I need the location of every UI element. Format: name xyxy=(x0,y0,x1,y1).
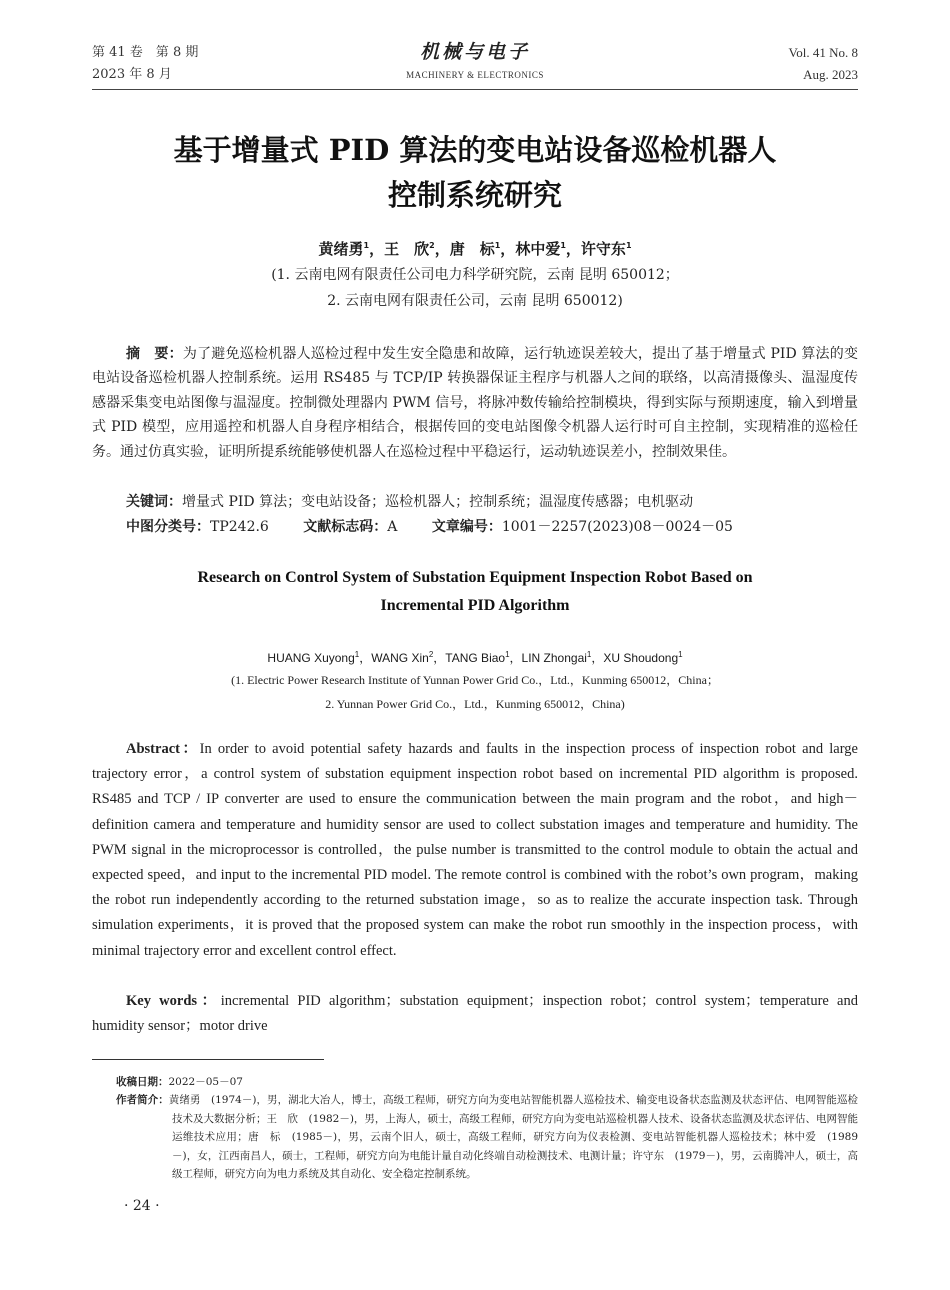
author-bio xyxy=(116,1091,858,1184)
title-cn-line2: 控制系统研究 xyxy=(387,178,562,212)
doc-code-label: 文献标志码： xyxy=(303,519,388,535)
header-left xyxy=(92,42,198,86)
author-cn: 王 欣$^2$， xyxy=(384,240,450,258)
affiliation-en-1: (1. Electric Power Research Institute of Yunnan Power Grid Co.，Ltd.，Kunming 650012，China； xyxy=(231,673,719,687)
affiliations-en xyxy=(92,668,858,716)
received-value: 2022－05－07 xyxy=(168,1076,243,1088)
author-cn: 林中爱$^1$， xyxy=(515,240,581,258)
affiliations-cn xyxy=(92,262,858,314)
keywords-cn-text: 增量式 PID 算法；变电站设备；巡检机器人；控制系统；温湿度传感器；电机驱动 xyxy=(182,494,694,510)
header-center xyxy=(375,40,575,80)
author-bio-label: 作者简介： xyxy=(116,1094,169,1106)
author-en: WANG Xin$^2$， xyxy=(371,650,446,665)
volume-en: Vol. 41 No. 8 xyxy=(788,45,858,60)
keywords-cn-label: 关键词： xyxy=(126,494,182,510)
affiliation-cn-2: 2. 云南电网有限责任公司，云南 昆明 650012) xyxy=(327,293,623,309)
authors-en xyxy=(92,649,858,666)
author-cn: 黄绪勇$^1$， xyxy=(318,240,385,258)
author-cn: 许守东$^1$ xyxy=(580,240,632,258)
journal-logo: 机械与电子 xyxy=(419,41,530,63)
clc-value: TP242.6 xyxy=(210,519,269,535)
received-date xyxy=(116,1073,243,1091)
date-en: Aug. 2023 xyxy=(803,67,858,82)
date-cn: 2023 年 8 月 xyxy=(92,67,172,82)
header-right xyxy=(789,42,858,86)
article-number-label: 文章编号： xyxy=(431,519,502,535)
keywords-cn xyxy=(126,490,858,514)
author-en: TANG Biao$^1$， xyxy=(445,650,522,665)
abstract-en-label: Abstract： xyxy=(126,741,200,757)
footnote-divider xyxy=(92,1059,324,1060)
abstract-en xyxy=(92,737,858,964)
authors-cn xyxy=(92,238,858,259)
clc-label: 中图分类号： xyxy=(126,519,210,535)
title-cn xyxy=(92,128,858,218)
abstract-cn-text: 为了避免巡检机器人巡检过程中发生安全隐患和故障，运行轨迹误差较大，提出了基于增量式 PID 算法的变电站设备巡检机器人控制系统。运用 RS485 与 TCP/IP 转换器保证主程序与机器人之间的联络，以高清摄像头、温湿度传感器采集变电站图像与温湿度。控制微处理器内 PWM 信号，将脉冲数传输给控制模块，得到实际与预期速度，输入到增量式 PID 模型，应用遥控和机器人自身程序相结合，根据传回的变电站图像令机器人运行时可自主控制，实现精准的巡检任务。通过仿真实验，证明所提系统能够使机器人在巡检过程中平稳运行，运动轨迹误差小，控制效果佳。 xyxy=(92,346,858,460)
received-label: 收稿日期： xyxy=(116,1076,169,1088)
abstract-en-text: In order to avoid potential safety hazards and faults in the inspection process of inspection robot and large trajectory error，a control system of substation equipment inspection robot based on incremental PID algorithm is proposed. RS485 and TCP / IP converter are used to ensure the communication between the main program and the robot，and high－definition camera and temperature and humidity sensor are used to collect substation images and temperature and humidity. The PWM signal in the microprocessor is controlled，the pulse number is transmitted to the control module to obtain the actual and expected speed，and input to the incremental PID model. The remote control is combined with the robot’s own program，making the robot run independently according to the returned substation image，so as to realize the accurate inspection task. Through simulation experiments，it is proved that the proposed system can make the robot run smoothly in the inspection process，with minimal trajectory error and excellent control effect. xyxy=(92,741,858,959)
page-number: · 24 · xyxy=(124,1198,160,1214)
affiliation-en-2: 2. Yunnan Power Grid Co.，Ltd.，Kunming 650012，China) xyxy=(325,697,625,711)
article-number-value: 1001－2257(2023)08－0024－05 xyxy=(501,519,733,535)
classification-cn xyxy=(126,515,858,539)
keywords-en-text: incremental PID algorithm；substation equipment；inspection robot；control system；temperature and humidity sensor；motor drive xyxy=(92,993,858,1035)
author-bio-text: 黄绪勇 (1974－)，男，湖北大冶人，博士，高级工程师，研究方向为变电站智能机器人巡检技术、输变电设备状态监测及状态评估、电网智能巡检技术及大数据分析；王 欣 (1982－)，男，上海人，硕士，高级工程师，研究方向为变电站巡检机器人技术、设备状态监测及状态评估、电网智能运维技术应用；唐 标 (1985－)，男，云南个旧人，硕士，高级工程师，研究方向为仪表检测、变电站智能机器人巡检技术；林中爱 (1989－)，女，江西南昌人，硕士，工程师，研究方向为电能计量自动化终端自动检测技术、电测计量；许守东 (1979－)，男，云南腾冲人，硕士，高级工程师，研究方向为电力系统及其自动化、安全稳定控制系统。 xyxy=(168,1094,859,1180)
author-en: XU Shoudong$^1$ xyxy=(603,650,683,665)
author-cn: 唐 标$^1$， xyxy=(449,240,516,258)
keywords-en-label: Key words： xyxy=(126,993,221,1009)
title-cn-line1: 基于增量式 PID 算法的变电站设备巡检机器人 xyxy=(173,133,777,167)
author-en: HUANG Xuyong$^1$， xyxy=(267,650,372,665)
journal-name-en: MACHINERY & ELECTRONICS xyxy=(406,70,544,80)
abstract-cn-label: 摘 要： xyxy=(126,346,183,362)
volume-cn: 第 41 卷 第 8 期 xyxy=(92,45,199,60)
abstract-cn xyxy=(92,342,858,464)
title-en-line1: Research on Control System of Substation Equipment Inspection Robot Based on xyxy=(197,569,753,586)
affiliation-cn-1: (1. 云南电网有限责任公司电力科学研究院，云南 昆明 650012； xyxy=(271,267,679,283)
title-en-line2: Incremental PID Algorithm xyxy=(380,597,570,614)
doc-code-value: A xyxy=(387,519,398,535)
author-en: LIN Zhongai$^1$， xyxy=(521,650,604,665)
title-en xyxy=(92,564,858,620)
header-divider xyxy=(92,89,858,90)
keywords-en xyxy=(92,989,858,1039)
